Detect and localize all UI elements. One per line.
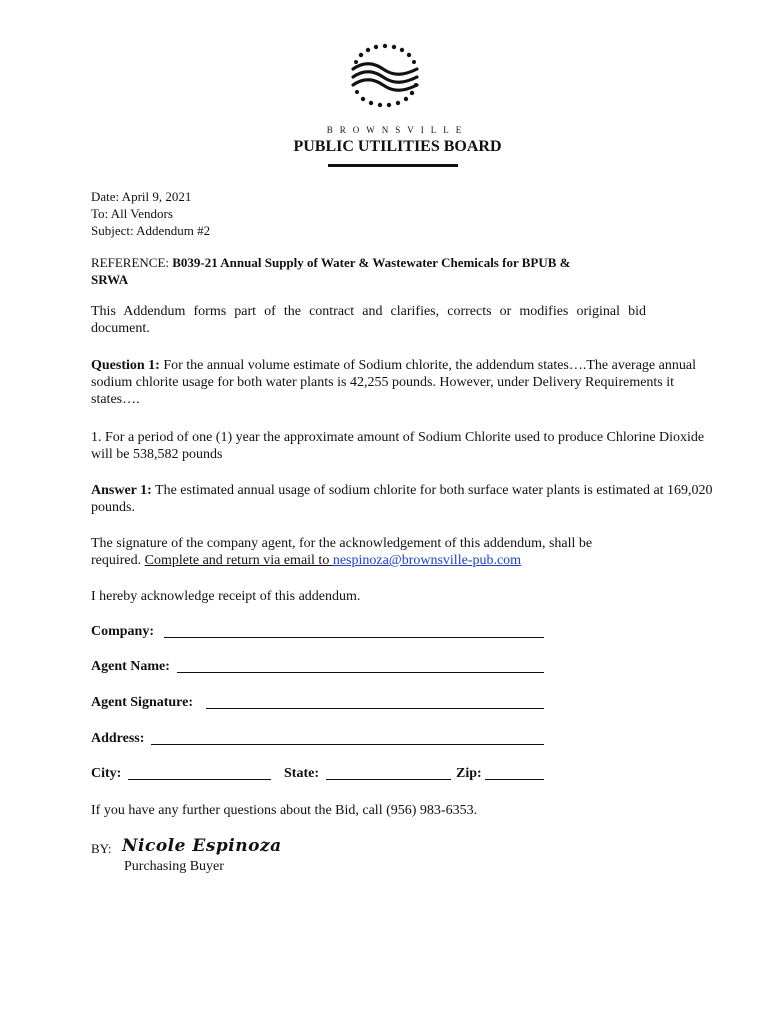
reference-title: B039-21 Annual Supply of Water & Wastewater Chemicals for BPUB & [172, 255, 571, 270]
signature-notice-line-2 [91, 552, 521, 569]
letterhead-rule [328, 164, 458, 167]
reference-line [91, 254, 570, 271]
agent-name-label: Agent Name: [91, 659, 170, 674]
reference-line-2 [91, 271, 128, 288]
answer-1-text: The estimated annual usage of sodium chlorite for both surface water plants is estimated at 169,020 pounds. [91, 483, 713, 515]
signature-notice-line-1: The signature of the company agent, for the acknowledgement of this addendum, shall be [91, 536, 593, 551]
state-field[interactable] [326, 779, 451, 780]
questions-note: If you have any further questions about the Bid, call (956) 983-6353. [91, 803, 478, 818]
letterhead-city: BROWNSVILLE [326, 125, 469, 135]
answer-1 [91, 482, 716, 516]
intro-paragraph: This Addendum forms part of the contract and clarifies, corrects or modifies original bid document. [91, 304, 646, 336]
company-label: Company: [91, 624, 155, 639]
bpub-logo [0, 40, 770, 118]
memo-subject: Subject: Addendum #2 [91, 223, 211, 238]
email-link[interactable]: nespinoza@brownsville-pub.com [332, 553, 522, 568]
company-field[interactable] [164, 637, 544, 638]
city-label: City: [91, 766, 122, 781]
city-field[interactable] [128, 779, 271, 780]
question-1-label: Question 1: [91, 358, 160, 373]
address-label: Address: [91, 731, 145, 746]
question-1 [91, 357, 716, 408]
acknowledge-statement: I hereby acknowledge receipt of this addendum. [91, 589, 361, 604]
letterhead-board-name: PUBLIC UTILITIES BOARD [293, 138, 502, 155]
by-label: BY: [91, 841, 112, 856]
signature-notice-instruction: Complete and return via email to [144, 553, 333, 568]
agent-signature-field[interactable] [206, 708, 544, 709]
answer-1-label: Answer 1: [91, 483, 152, 498]
zip-field[interactable] [485, 779, 544, 780]
address-field[interactable] [151, 744, 544, 745]
handwritten-signature: Nicole Espinoza [122, 836, 282, 856]
reference-title-cont: SRWA [91, 272, 129, 287]
signer-title: Purchasing Buyer [124, 859, 224, 874]
signature-notice-prefix: required. [91, 553, 145, 568]
agent-name-field[interactable] [177, 672, 544, 673]
water-waves-logo-icon [335, 40, 435, 118]
memo-date: Date: April 9, 2021 [91, 189, 192, 204]
state-label: State: [284, 766, 319, 781]
question-1-text: For the annual volume estimate of Sodium chlorite, the addendum states….The average annual sodium chlorite usage for both water plants is 42,255 pounds. However, under Delivery Requirements it states…. [91, 358, 696, 407]
agent-signature-label: Agent Signature: [91, 695, 194, 710]
zip-label: Zip: [456, 766, 482, 781]
reference-label: REFERENCE: [91, 255, 173, 270]
memo-to: To: All Vendors [91, 206, 173, 221]
quoted-requirement: 1. For a period of one (1) year the approximate amount of Sodium Chlorite used to produce Chlorine Dioxide will be 538,582 pounds [91, 430, 705, 462]
